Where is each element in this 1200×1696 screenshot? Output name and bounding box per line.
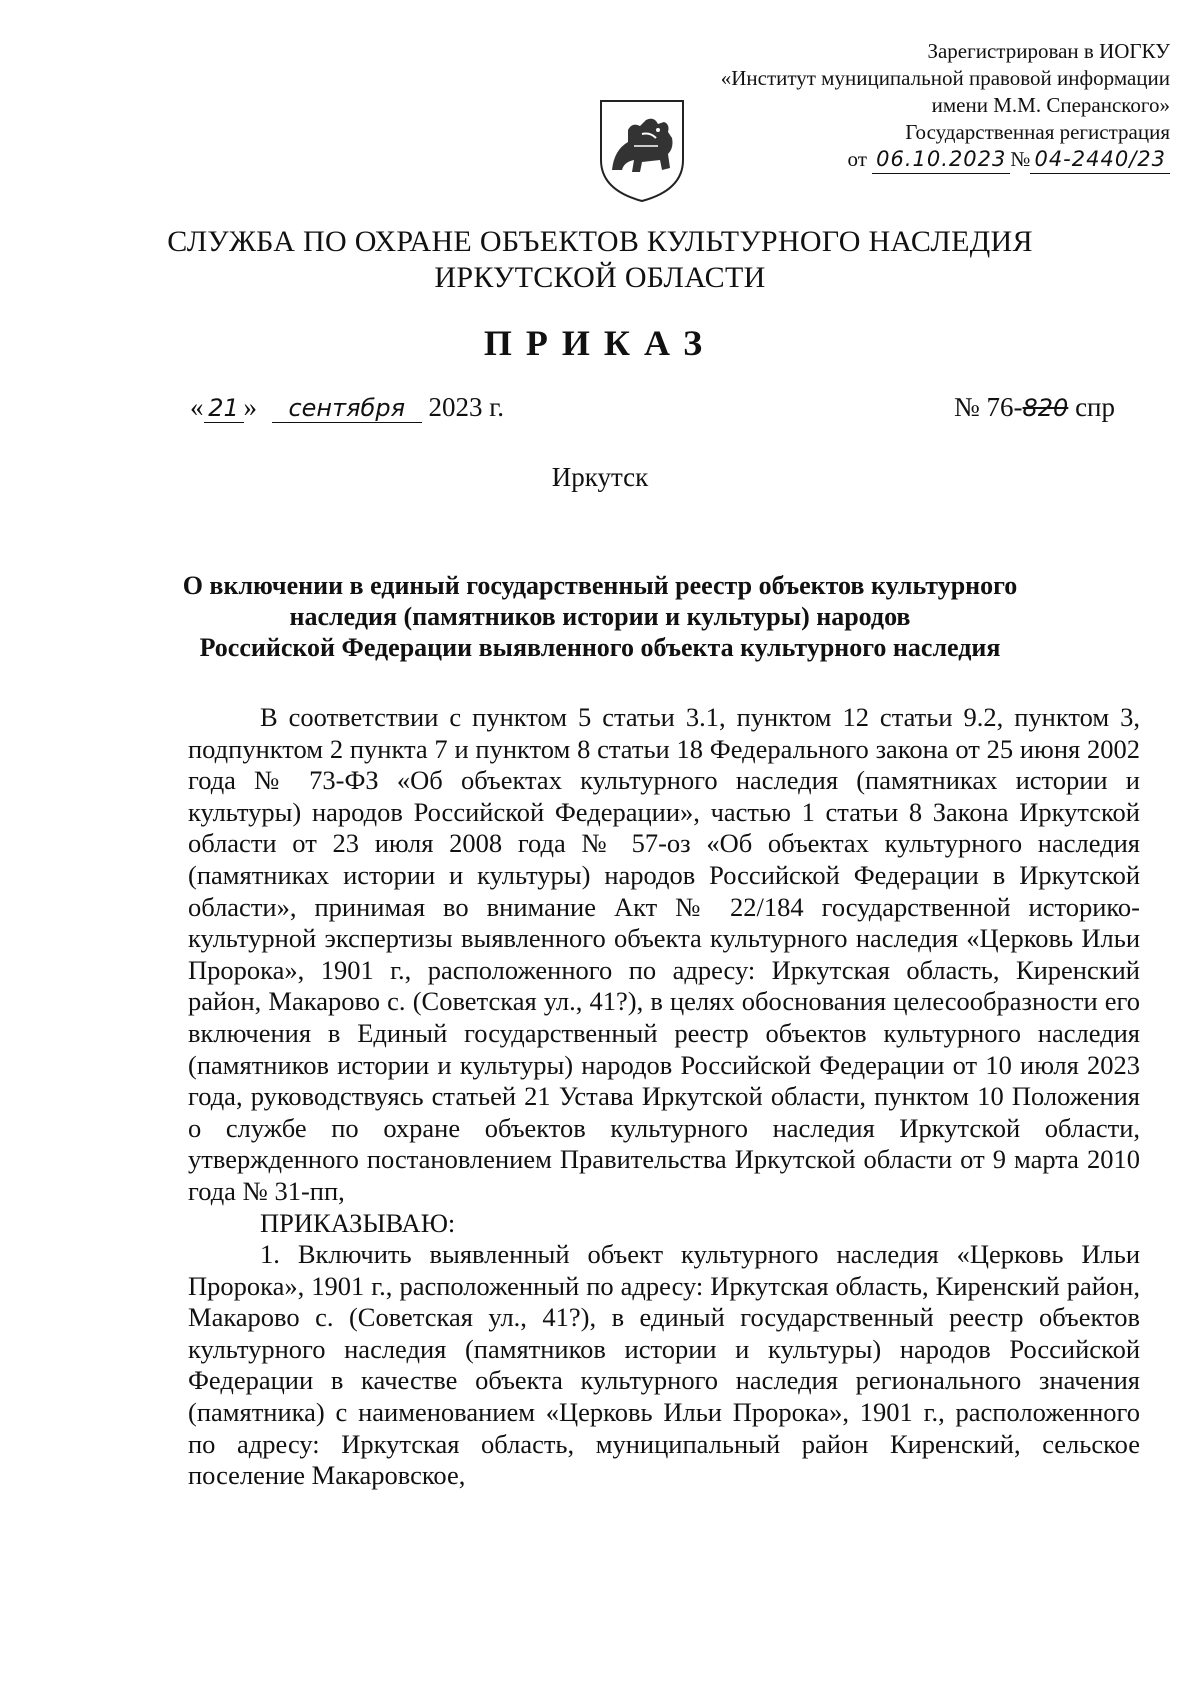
registration-stamp	[721, 38, 1170, 174]
city: Иркутск	[551, 462, 649, 492]
command-word: ПРИКАЗЫВАЮ:	[260, 1207, 456, 1238]
order-day: 21	[204, 394, 244, 423]
order-year: 2023 г.	[428, 392, 505, 422]
registration-line-1: Зарегистрирован в ИОГКУ	[927, 39, 1170, 63]
organization-name	[0, 224, 1200, 296]
preamble-paragraph: В соответствии с пунктом 5 статьи 3.1, пунктом 12 статьи 9.2, пунктом 3, подпунктом 2 пункта 7 и пунктом 8 статьи 18 Федерального закона от 25 июня 2002 года № 73-ФЗ «Об объектах культурного наследия (памятниках истории и культуры) народов Российской Федерации», частью 1 статьи 8 Закона Иркутской области от 23 июля 2008 года № 57-оз «Об объектах культурного наследия (памятниках истории и культуры) народов Российской Федерации в Иркутской области», принимая во внимание Акт № 22/184 государственной историко-культурной экспертизы выявленного объекта культурного наследия «Церковь Ильи Пророка», 1901 г., расположенного по адресу: Иркутская область, Киренский район, Макарово с. (Советская ул., 41?), в целях обоснования целесообразности его включения в Единый государственный реестр объектов культурного наследия (памятников истории и культуры) народов Российской Федерации от 10 июля 2023 года, руководствуясь статьей 21 Устава Иркутской области, пунктом 10 Положения о службе по охране объектов культурного наследия Иркутской области, утвержденного постановлением Правительства Иркутской области от 9 марта 2010 года № 31-пп,	[188, 702, 1140, 1206]
document-type-heading: ПРИКАЗ	[483, 323, 717, 363]
registration-number: 04-2440/23	[1030, 146, 1170, 174]
organization-name-line-1: СЛУЖБА ПО ОХРАНЕ ОБЪЕКТОВ КУЛЬТУРНОГО НАСЛЕДИЯ	[167, 225, 1033, 258]
date-quote-open: «	[190, 392, 204, 422]
document-title-line-2: наследия (памятников истории и культуры) народов	[289, 602, 911, 631]
document-title-line-3: Российской Федерации выявленного объекта культурного наследия	[199, 633, 1001, 662]
registration-date: 06.10.2023	[872, 146, 1010, 174]
order-number-value: 820	[1022, 394, 1069, 422]
registration-line-3: имени М.М. Сперанского»	[931, 93, 1170, 117]
order-number-suffix: спр	[1068, 392, 1115, 422]
date-quote-close: »	[243, 392, 257, 422]
order-date	[190, 392, 504, 423]
order-month: сентября	[272, 394, 422, 423]
document-title-line-1: О включении в единый государственный реестр объектов культурного	[182, 571, 1018, 600]
document-title	[150, 570, 1050, 663]
organization-name-line-2: ИРКУТСКОЙ ОБЛАСТИ	[434, 261, 766, 294]
irkutsk-coat-of-arms-icon	[598, 98, 686, 204]
item-1-paragraph: 1. Включить выявленный объект культурного наследия «Церковь Ильи Пророка», 1901 г., расположенный по адресу: Иркутская область, Киренский район, Макарово с. (Советская ул., 41?), в единый государственный реестр объектов культурного наследия (памятников истории и культуры) народов Российской Федерации в качестве объекта культурного наследия регионального значения (памятника) с наименованием «Церковь Ильи Пророка», 1901 г., расположенного по адресу: Иркутская область, муниципальный район Киренский, сельское поселение Макаровское,	[188, 1239, 1140, 1491]
registration-from-label: от	[847, 147, 867, 171]
order-number-prefix: № 76-	[953, 392, 1023, 422]
registration-line-4: Государственная регистрация	[905, 120, 1170, 144]
registration-date-line	[721, 146, 1170, 174]
registration-number-label: №	[1010, 147, 1031, 171]
document-body	[188, 702, 1140, 1492]
order-number	[954, 392, 1115, 423]
registration-line-2: «Институт муниципальной правовой информации	[720, 66, 1170, 90]
